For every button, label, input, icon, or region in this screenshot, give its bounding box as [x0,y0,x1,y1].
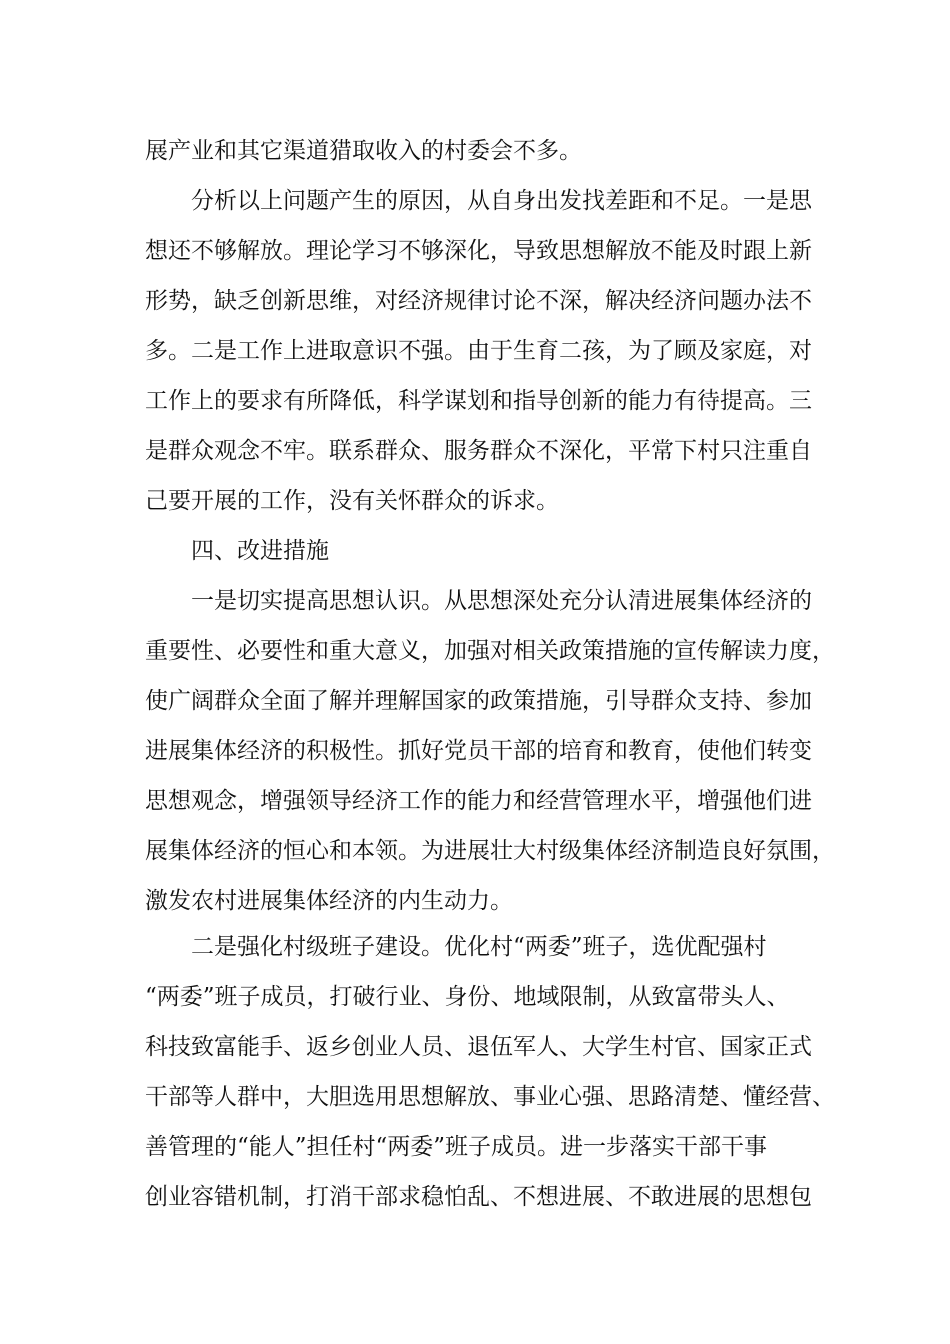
paragraph-start-line: 分析以上问题产生的原因，从自身出发找差距和不足。一是思 [191,188,812,214]
paragraph-start-line: 二是强化村级班子建设。优化村“两委”班子，选优配强村 [191,934,767,960]
text-line: 思想观念，增强领导经济工作的能力和经营管理水平，增强他们进 [145,788,812,814]
text-line: 进展集体经济的积极性。抓好党员干部的培育和教育，使他们转变 [145,738,812,764]
text-line: 科技致富能手、返乡创业人员、退伍军人、大学生村官、国家正式 [145,1034,812,1060]
text-line: 展集体经济的恒心和本领。为进展壮大村级集体经济制造良好氛围， [145,838,835,864]
document-text-block-b [145,922,835,1222]
text-line: 重要性、必要性和重大意义，加强对相关政策措施的宣传解读力度， [145,638,835,664]
paragraph-start-line: 一是切实提高思想认识。从思想深处充分认清进展集体经济的 [191,588,812,614]
text-line: 使广阔群众全面了解并理解国家的政策措施，引导群众支持、参加 [145,688,812,714]
text-line: 激发农村进展集体经济的内生动力。 [145,888,513,914]
text-line: 形势，缺乏创新思维，对经济规律讨论不深，解决经济问题办法不 [145,288,812,314]
text-line: “两委”班子成员，打破行业、身份、地域限制，从致富带头人、 [145,984,790,1010]
text-line: 善管理的“能人”担任村“两委”班子成员。进一步落实干部干事 [145,1134,768,1160]
text-line: 展产业和其它渠道猎取收入的村委会不多。 [145,138,582,164]
text-line: 创业容错机制，打消干部求稳怕乱、不想进展、不敢进展的思想包 [145,1184,812,1210]
document-text-block-a [145,126,835,926]
text-line: 是群众观念不牢。联系群众、服务群众不深化，平常下村只注重自 [145,438,812,464]
text-line: 想还不够解放。理论学习不够深化，导致思想解放不能及时跟上新 [145,238,812,264]
section-heading: 四、改进措施 [191,538,329,564]
text-line: 工作上的要求有所降低，科学谋划和指导创新的能力有待提高。三 [145,388,812,414]
text-line: 干部等人群中，大胆选用思想解放、事业心强、思路清楚、懂经营、 [145,1084,835,1110]
text-line: 己要开展的工作，没有关怀群众的诉求。 [145,488,559,514]
text-line: 多。二是工作上进取意识不强。由于生育二孩，为了顾及家庭，对 [145,338,812,364]
